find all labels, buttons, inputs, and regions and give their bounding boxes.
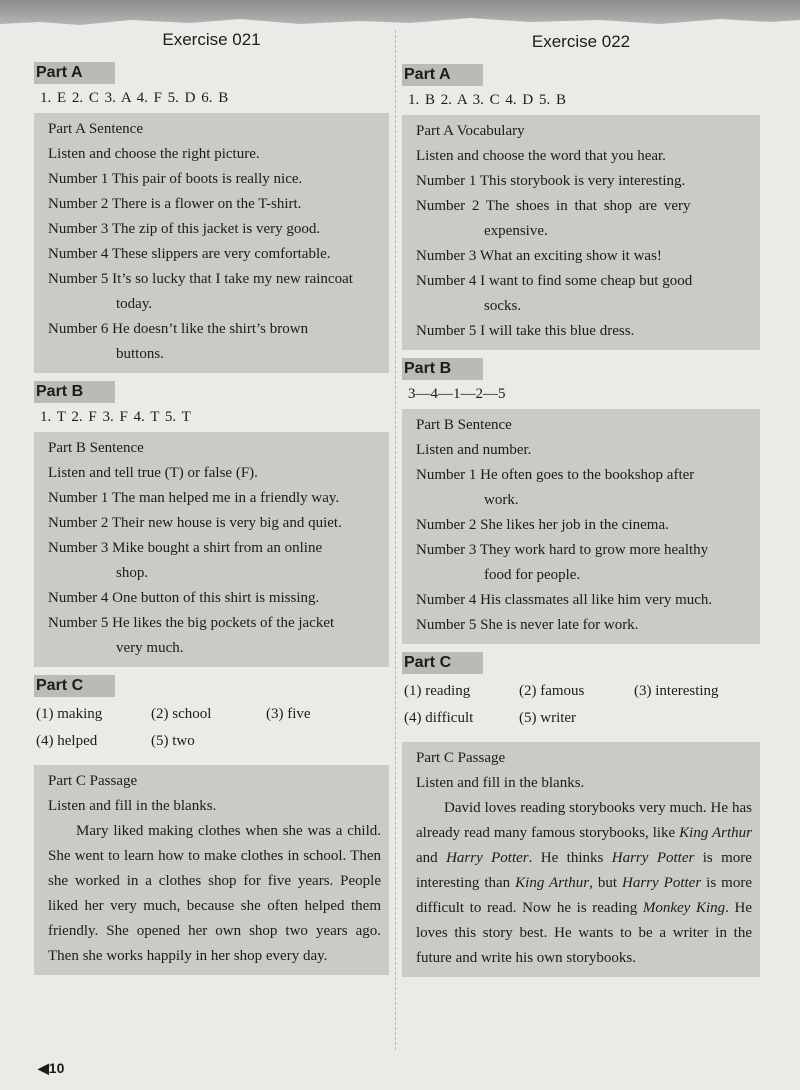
- transcript-line: Number 6 He doesn’t like the shirt’s brown: [48, 321, 309, 337]
- part-a-label: Part A: [402, 64, 483, 86]
- answer-item: (1) making: [36, 706, 103, 722]
- transcript-line: Number 3 They work hard to grow more healthy: [416, 542, 709, 558]
- part-b-transcript: [402, 409, 760, 644]
- answer-item: (4) difficult: [404, 710, 474, 726]
- transcript-line: Part A Sentence: [48, 121, 143, 137]
- transcript-line: Number 5 It’s so lucky that I take my new raincoat: [48, 271, 353, 287]
- answer-item: (2) famous: [519, 683, 585, 699]
- transcript-line: Number 3 The zip of this jacket is very good.: [48, 221, 321, 237]
- transcript-title: Part C Passage: [48, 773, 138, 789]
- part-c-answers: [34, 697, 389, 759]
- part-c-label: Part C: [34, 675, 115, 697]
- transcript-line: Number 1 He often goes to the bookshop after: [416, 467, 695, 483]
- transcript-line: buttons.: [116, 346, 164, 362]
- column-divider: [395, 30, 396, 1050]
- passage-fragment: David loves reading storybooks very much. He has already read many famous storybooks, like: [416, 800, 752, 841]
- transcript-line: food for people.: [484, 567, 581, 583]
- transcript-line: Listen and choose the word that you hear.: [416, 148, 666, 164]
- answer-item: (5) two: [151, 733, 195, 749]
- part-a-label: Part A: [34, 62, 115, 84]
- part-a-transcript: [34, 113, 389, 373]
- transcript-line: Number 1 This pair of boots is really nice.: [48, 171, 303, 187]
- answer-item: (3) interesting: [634, 683, 719, 699]
- part-b-answers: 1. T 2. F 3. F 4. T 5. T: [40, 409, 191, 425]
- transcript-line: Number 4 These slippers are very comfortable.: [48, 246, 331, 262]
- exercise-021-column: [34, 26, 389, 975]
- part-b-label: Part B: [402, 358, 483, 380]
- part-b-answers: 3—4—1—2—5: [408, 386, 506, 402]
- exercise-title: Exercise 021: [162, 30, 261, 49]
- part-a-answers: 1. B 2. A 3. C 4. D 5. B: [408, 92, 567, 108]
- transcript-line: Listen and choose the right picture.: [48, 146, 260, 162]
- passage-text: [416, 796, 752, 971]
- book-title: Monkey King: [642, 900, 726, 916]
- transcript-line: Part A Vocabulary: [416, 123, 525, 139]
- passage-text: Mary liked making clothes when she was a child. She went to learn how to make clothes in school. Then she worked in a clothes shop for five years. People liked her very much, because she often helped them friendly. She opened her own shop two years ago. Then she works happily in her shop every day.: [48, 823, 381, 964]
- transcript-line: work.: [484, 492, 519, 508]
- transcript-line: Number 5 He likes the big pockets of the jacket: [48, 615, 335, 631]
- transcript-line: Number 4 One button of this shirt is missing.: [48, 590, 320, 606]
- passage-fragment: and: [416, 850, 447, 866]
- transcript-title: Part C Passage: [416, 750, 506, 766]
- exercise-title: Exercise 022: [531, 32, 631, 51]
- passage-fragment: , but: [589, 875, 622, 891]
- answer-item: (2) school: [151, 706, 212, 722]
- transcript-line: Number 2 There is a flower on the T-shirt.: [48, 196, 302, 212]
- transcript-line: Number 2 The shoes in that shop are very: [416, 198, 691, 214]
- page-number: 10: [48, 1060, 65, 1076]
- book-title: Harry Potter: [622, 875, 702, 891]
- transcript-instruction: Listen and fill in the blanks.: [48, 798, 217, 814]
- part-c-answers: [402, 674, 760, 736]
- answer-item: (4) helped: [36, 733, 98, 749]
- transcript-line: Number 4 His classmates all like him very much.: [416, 592, 713, 608]
- book-title: Harry Potter: [446, 850, 529, 866]
- answer-item: (5) writer: [519, 710, 577, 726]
- transcript-line: Number 1 This storybook is very interesting.: [416, 173, 686, 189]
- transcript-line: expensive.: [484, 223, 548, 239]
- transcript-line: Number 2 She likes her job in the cinema.: [416, 517, 669, 533]
- passage-fragment: . He thinks: [528, 850, 612, 866]
- exercise-022-column: [402, 26, 760, 977]
- transcript-line: shop.: [116, 565, 149, 581]
- part-a-answers: 1. E 2. C 3. A 4. F 5. D 6. B: [40, 90, 229, 106]
- answer-item: (1) reading: [404, 683, 471, 699]
- transcript-line: Number 1 The man helped me in a friendly way.: [48, 490, 340, 506]
- transcript-instruction: Listen and fill in the blanks.: [416, 775, 585, 791]
- part-a-transcript: [402, 115, 760, 350]
- book-title: Harry Potter: [611, 850, 695, 866]
- transcript-line: socks.: [484, 298, 522, 314]
- transcript-line: Number 2 Their new house is very big and quiet.: [48, 515, 342, 531]
- transcript-line: Listen and tell true (T) or false (F).: [48, 465, 258, 481]
- transcript-line: Number 5 She is never late for work.: [416, 617, 639, 633]
- answer-item: (3) five: [266, 706, 311, 722]
- part-c-transcript: [34, 765, 389, 975]
- part-b-label: Part B: [34, 381, 115, 403]
- transcript-line: Part B Sentence: [416, 417, 512, 433]
- transcript-line: Number 3 Mike bought a shirt from an online: [48, 540, 323, 556]
- book-title: King Arthur: [679, 825, 753, 841]
- transcript-line: Number 3 What an exciting show it was!: [416, 248, 662, 264]
- transcript-line: very much.: [116, 640, 184, 656]
- part-c-label: Part C: [402, 652, 483, 674]
- passage-fragment: . He loves this story best. He wants to be a writer in the future and write his own storybooks.: [416, 900, 752, 966]
- transcript-line: Number 4 I want to find some cheap but good: [416, 273, 693, 289]
- part-b-transcript: [34, 432, 389, 667]
- page-number-badge: [38, 1060, 64, 1077]
- passage-fragment: is more interesting than: [416, 850, 752, 891]
- passage-fragment: is more difficult to read. Now he is reading: [416, 875, 753, 916]
- transcript-line: Listen and number.: [416, 442, 532, 458]
- book-title: King Arthur: [515, 875, 590, 891]
- part-c-transcript: [402, 742, 760, 977]
- transcript-line: today.: [116, 296, 153, 312]
- speaker-icon: ◀: [38, 1060, 49, 1076]
- transcript-line: Number 5 I will take this blue dress.: [416, 323, 635, 339]
- transcript-line: Part B Sentence: [48, 440, 144, 456]
